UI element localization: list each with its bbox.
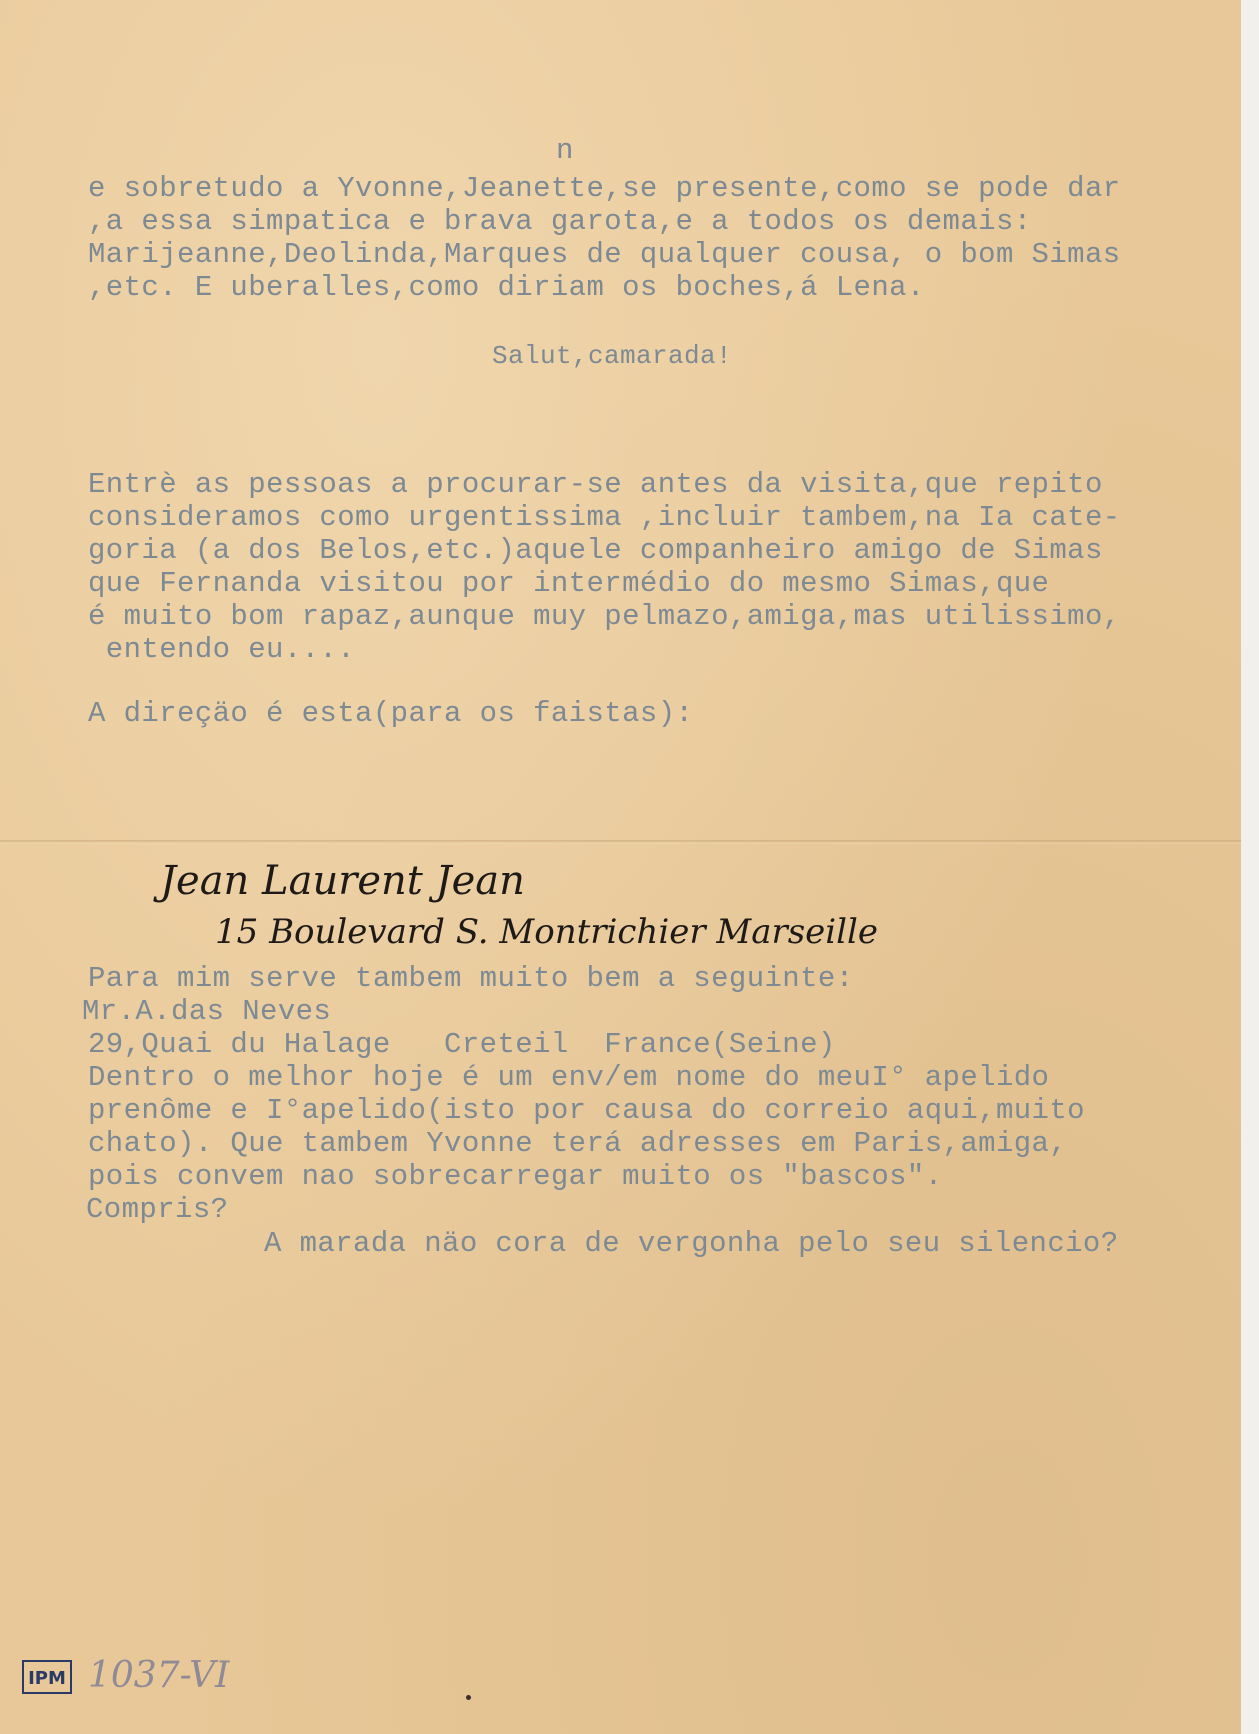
ink-speck [466, 1695, 471, 1700]
para1-line: ,a essa simpatica e brava garota,e a todos os demais: [88, 205, 1032, 238]
para2-line: goria (a dos Belos,etc.)aquele companheiro amigo de Simas [88, 534, 1103, 567]
para1-line: e sobretudo a Yvonne,Jeanette,se presente,como se pode dar [88, 172, 1121, 205]
para3-line: prenôme e I°apelido(isto por causa do correio aqui,muito [88, 1094, 1085, 1127]
para3-line: Para mim serve tambem muito bem a seguinte: [88, 962, 854, 995]
para2-line: consideramos como urgentissima ,incluir tambem,na Ia cate- [88, 501, 1121, 534]
para1-line: ,etc. E uberalles,como diriam os boches,á Lena. [88, 271, 925, 304]
paper-fold [0, 840, 1241, 844]
archive-stamp: IPM [22, 1660, 72, 1694]
para2-line: entendo eu.... [88, 633, 356, 666]
para1-line: Marijeanne,Deolinda,Marques de qualquer cousa, o bom Simas [88, 238, 1121, 271]
para3-line: Compris? [86, 1193, 229, 1226]
para3-line: Dentro o melhor hoje é um env/em nome do meuI° apelido [88, 1061, 1050, 1094]
para2-line: que Fernanda visitou por intermédio do mesmo Simas,que [88, 567, 1050, 600]
para2-line: é muito bom rapaz,aunque muy pelmazo,amiga,mas utilissimo, [88, 600, 1121, 633]
archive-number: 1037-VI [88, 1655, 230, 1696]
para3-line: pois convem nao sobrecarregar muito os "bascos". [88, 1160, 943, 1193]
para3-line: Mr.A.das Neves [82, 995, 332, 1028]
para2-line: Entrè as pessoas a procurar-se antes da visita,que repito [88, 468, 1103, 501]
address-intro: A direçäo é esta(para os faistas): [88, 697, 694, 730]
scan-margin [1241, 0, 1259, 1734]
handwritten-address: 15 Boulevard S. Montrichier Marseille [215, 912, 879, 952]
handwritten-name: Jean Laurent Jean [160, 858, 525, 904]
greeting: Salut,camarada! [492, 341, 733, 371]
para3-line: chato). Que tambem Yvonne terá adresses em Paris,amiga, [88, 1127, 1068, 1160]
para3-line: 29,Quai du Halage Creteil France(Seine) [88, 1028, 836, 1061]
top-mark: n [556, 134, 574, 167]
closing-line: A marada näo cora de vergonha pelo seu silencio? [264, 1227, 1119, 1260]
